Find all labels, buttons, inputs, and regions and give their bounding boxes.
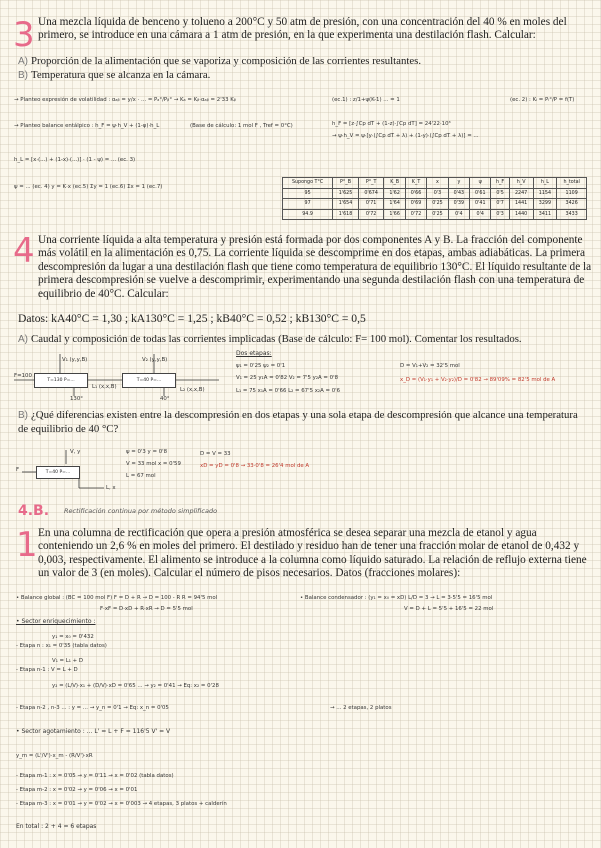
p3-note-basis: (Base de cálculo: 1 mol F , Tref = 0°C) xyxy=(190,123,293,129)
section-number: 4.B. xyxy=(18,503,50,519)
p1-v1-balance: V₁ = L₁ + D xyxy=(52,658,84,664)
problem-3-number: 3 xyxy=(13,15,35,55)
p1-stage-m-3: - Etapa m-3 : x = 0'01 → y = 0'02 → x = 0'003 → 4 etapas, 3 platos + calderín xyxy=(16,801,227,807)
problem-1-number: 1 xyxy=(16,525,38,565)
p1-operating-line: y₂ = (L/V)·x₁ + (D/V)·xD = 0'65 ... → y₂ = 0'41 → Eq: x₂ = 0'28 xyxy=(52,683,219,689)
p1-condenser-v: V = D + L = 5'5 + 16'5 = 22 mol xyxy=(404,606,494,612)
problem-3-option-a: A) Proporción de la alimentación que se vaporiza y composición de las corrientes resultantes. xyxy=(18,55,422,67)
problem-4-option-a: A) Caudal y composición de todas las corrientes implicadas (Base de cálculo: F= 100 mol). Comentar los resultados. xyxy=(18,333,522,345)
p4-l2-label: L₂ (x,x,B) xyxy=(180,387,205,393)
p4-single-v-label: V, y xyxy=(70,449,81,455)
p1-enrichment-y1: y₁ = x₀ = 0'432 xyxy=(52,634,94,640)
p1-global-balance: • Balance global : (BC = 100 mol F) F = D + R → D = 100 - R R = 94'5 mol xyxy=(16,595,218,601)
p1-condenser-balance: • Balance condensador : (y₁ = x₀ = xD) L/D = 3 → L = 3·5'5 = 16'5 mol xyxy=(300,595,493,601)
p4-t2-label: 40° xyxy=(160,396,170,402)
p3-iteration-table xyxy=(282,177,587,220)
p1-global-balance-d: F·xF = D·xD + R·xR → D = 5'5 mol xyxy=(100,606,193,612)
problem-1-statement: En una columna de rectificación que opera a presión atmosférica se desea separar una mezcla de etanol y agua conteniendo un 2,6 % en moles del primero. El destilado y residuo han de tener una fracción molar de etanol de 0,432 y 0,003, respectivamente. El alimento se introduce a la columna como líquido saturado. La relación de reflujo externa tiene un valor de 3 (en moles). Calcular el número de pisos necesarios. Datos (fracciones molares): xyxy=(38,527,587,580)
p3-note-enthalpy: → Planteo balance entálpico : h_F = ψ·h_V + (1-ψ)·h_L xyxy=(14,123,160,129)
p3-note-ec2: (ec. 2) : Kᵢ = Pᵢ°/P = f(T) xyxy=(510,97,575,103)
p1-stage-n: - Etapa n : x₁ = 0'35 (tabla datos) xyxy=(16,643,107,649)
p1-stripping-line: y_m = (L'/V')·x_m - (R/V')·xR xyxy=(16,753,93,759)
p4-vapor-values: V₁ = 25 y₁A = 0'82 V₂ = 7'5 y₂A = 0'8 xyxy=(236,375,339,381)
p1-stage-n-2: - Etapa n-2 , n-3 ... : y = ... → y_n = 0'1 → Eq: x_n = 0'05 xyxy=(16,705,169,711)
p4-single-psi: ψ = 0'3 y = 0'8 xyxy=(126,449,168,455)
p1-enrichment-result: → ... 2 etapas, 2 platos xyxy=(330,705,392,711)
p4-v2-label: V₂ (y,y,B) xyxy=(142,357,168,363)
p4-single-l-label: L, x xyxy=(106,485,116,491)
problem-4-statement: Una corriente líquida a alta temperatura y presión está formada por dos componentes A y B. La fracción del componente más volátil en la alimentación es 0,75. La corriente líquida se descomprime en dos etapas, ambas adiabáticas. La primera descompresión da lugar a una destilación flash que tiene como temperatura de equilibrio 130°C. El líquido resultante de la primera descompresión se vuelve a descomprimir, experimentando una segunda destilación flash con una temperatura de equilibrio de 40°C. Calcular: xyxy=(38,234,592,300)
p4-single-composition: xD = yD = 0'8 → 33·0'8 = 26'4 mol de A xyxy=(200,463,310,469)
problem-4-number: 4 xyxy=(13,231,35,271)
problem-4-option-b: B) ¿Qué diferencias existen entre la descompresión en dos etapas y una sola etapa de descompresión que alcance una temperatura de equilibrio de 40 °C? xyxy=(18,409,578,435)
p4-single-liquid: L = 67 mol xyxy=(126,473,156,479)
p1-total-stages: En total : 2 + 4 = 6 etapas xyxy=(16,823,97,830)
p3-note-hl: h_L = [x·(...) + (1-x)·(...)] · (1 - ψ) = ... (ec. 3) xyxy=(14,157,136,163)
p4-distillate-composition: x_D = (V₁·y₁ + V₂·y₂)/D = 0'82 → 89'09% = 82'5 mol de A xyxy=(400,377,556,383)
p3-note-ec1: (ec.1) : z/1+ψ(K-1) ... = 1 xyxy=(332,97,400,103)
p4-stage-2-box: T=40 P=... xyxy=(122,373,176,388)
p3-note-equations: ψ = ... (ec. 4) y = K·x (ec.5) Σy = 1 (ec.6) Σx = 1 (ec.7) xyxy=(14,184,163,190)
p1-stage-m-1: - Etapa m-1 : x = 0'05 → y = 0'11 → x = 0'02 (tabla datos) xyxy=(16,773,174,779)
p4-feed-label: F=100 xyxy=(14,373,32,379)
p4-liquid-values: L₁ = 75 x₁A = 0'66 L₂ = 67'5 x₂A = 0'6 xyxy=(236,388,341,394)
p4-v1-label: V₁ (y,y,B) xyxy=(62,357,88,363)
table-header-row: Supongo T°C P°_B P°_T K_B K_T x y ψ h_F h_V h_L h_total xyxy=(283,178,587,189)
p1-stage-n-1: - Etapa n-1 : V = L + D xyxy=(16,667,78,673)
table-row: 95 1'625 0'674 1'62 0'66 0'3 0'43 0'61 0'5 2247 1154 1109 xyxy=(283,188,587,199)
p3-note-volatility: → Planteo expresión de volatilidad : αₐᵦ = y/x · ... = Pₐ°/Pᵦ° → Kₐ = Kᵦ·αₐᵦ = 2'33 Kᵦ xyxy=(14,97,236,103)
p4-psi-values: ψ₁ = 0'25 ψ₂ = 0'1 xyxy=(236,363,286,369)
problem-4-datos: Datos: kA40°C = 1,30 ; kA130°C = 1,25 ; kB40°C = 0,52 ; kB130°C = 0,5 xyxy=(18,312,366,325)
p1-enrichment-heading: • Sector enriquecimiento : xyxy=(16,618,96,625)
p1-stage-m-2: - Etapa m-2 : x = 0'02 → y = 0'06 → x = 0'01 xyxy=(16,787,138,793)
p4-distillate-total: D = V₁+V₂ = 32'5 mol xyxy=(400,363,460,369)
p4-single-vapor: V = 33 mol x = 0'59 xyxy=(126,461,181,467)
table-row: 94.9 1'618 0'72 1'66 0'72 0'25 0'4 0'4 0'3 1440 3411 3433 xyxy=(283,209,587,220)
p4-two-stages-heading: Dos etapas: xyxy=(236,350,272,357)
p3-note-hv: → ψ·h_V = ψ·[y·(∫Cp dT + λ) + (1-y)·(∫Cp dT + λ)] = ... xyxy=(332,133,479,139)
p1-stripping-heading: • Sector agotamiento : ... L' = L + F = 116'5 V' = V xyxy=(16,728,171,735)
p3-note-hf: h_F = [z·∫Cp dT + (1-z)·∫Cp dT] = 24'22·10³ xyxy=(332,121,451,127)
problem-3-statement: Una mezcla líquida de benceno y tolueno a 200°C y 50 atm de presión, con una concentración del 40 % en moles del primero, se introduce en una cámara a 1 atm de presión, en la que experimenta una destilación flash. Calcular: xyxy=(38,16,567,42)
p4-stage-1-box: T=130 P=... xyxy=(34,373,88,388)
p4-t1-label: 130° xyxy=(70,396,83,402)
section-title: Rectificación continua por método simplificado xyxy=(64,507,218,515)
p4-single-distillate: D = V = 33 xyxy=(200,451,231,457)
p4-single-feed-label: F xyxy=(16,467,20,473)
problem-3-option-b: B) Temperatura que se alcanza en la cámara. xyxy=(18,69,211,81)
p4-l1-label: L₁ (x,x,B) xyxy=(92,384,117,390)
table-row: 97 1'654 0'71 1'64 0'69 0'25 0'39 0'41 0'7 1441 3299 3426 xyxy=(283,199,587,210)
p4-single-stage-box: T=40 P=... xyxy=(36,466,80,479)
